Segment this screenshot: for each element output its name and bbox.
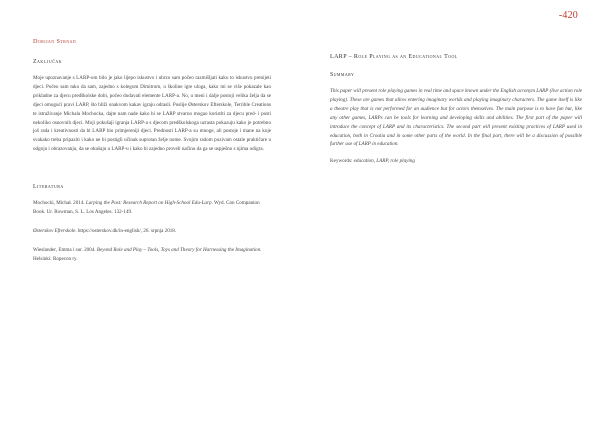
- keywords-line: [330, 157, 582, 166]
- literature-section: [33, 184, 271, 264]
- page-number: -420: [558, 10, 578, 21]
- author-name: Dorijan Strnad: [33, 38, 77, 45]
- conclusion-text: Moje upoznavanje s LARP-om bilo je jako lijepo iskustvo i ubrzo sam počeo razmišljati kako to iskustvo prenijeti djeci. Počeo sam tako da sam, zajedno s kolegom Dimitrom, u školine igre uloga, kako mi se više pokazale kao prikladne za djecu predškolske dobi, počeo dodavati elemente LARP-a. No, u meni i dalje postoji velika želja da se djeci omogući pravi LARP, što bliži onakvom kakav igraju odrasli. Poslije Østerskov Efterskole, Terrible Creations te istraživanje Michala Mochocka, dajte nam nade kako bi se LARP stvarno mogao koristiti za djecu pred- i posti nekoliko osnovnih djeci. Moji pokušaji igranja LARP-a s djecom predškolskoga uzrasta pokazuju kako je potrebno još rada i kreativnosti da bi LARP bio primjereniji djeci. Prednosti LARP-a su mnoge, ali postoje i mane na koje svakako treba pripaziti i kako ne bi postigli učinak suprotan želje nome. Svojim radom pozivam ostale praktičare u odgoju i obrazovanju, da se okušaju u LARP-u i kako bi zajedno proveli načinu da ga se uspješno s njima odigra.: [33, 75, 271, 153]
- reference-title: Larping the Past: Research Report on High-School Edu-Larp: [85, 200, 212, 207]
- left-column: [33, 38, 271, 274]
- summary-text: This paper will present role playing games in real time and space known under the English acronym LARP (live action role playing). These are games that allow entering imaginary worlds and playing imaginary characters. The game itself is like a theatre play that is not performed for an audience but for actors themselves. The main purpose is to have fun but, like any other games, LARPs can be tools for learning and developing skills and abilities. The first part of the paper will introduce the concept of LARP and its characteristics. The second part will present existing practices of LARP used in education, both in Croatia and in some other parts of the world. In the final part, there will be a discussion of possible further use of LARP in education.: [330, 88, 582, 148]
- english-title: LARP – Role Playing as an Educational Tool: [330, 54, 458, 60]
- reference-title: Beyond Role and Play – Tools, Toys and Theory for Harnessing the Imagination: [96, 246, 261, 253]
- keywords-label: Keywords:: [330, 158, 353, 165]
- reference-item: [33, 246, 271, 264]
- reference-item: [33, 199, 271, 217]
- conclusion-heading: Zaključak: [33, 59, 63, 65]
- literature-heading: Literatura: [33, 184, 64, 191]
- keywords-values: education, LARP, role playing: [353, 158, 415, 165]
- reference-item: [33, 227, 271, 236]
- summary-heading: Summary: [330, 72, 355, 78]
- reference-title: Østerskov Efterskole: [33, 227, 76, 234]
- reference-text: Wieslander, Emma i sur. 2004.: [33, 246, 97, 253]
- reference-text: Mochocki, Michał. 2014.: [33, 200, 86, 207]
- reference-text: . https://osterskov.dk/in-english/, 26. srpnja 2018.: [75, 227, 177, 234]
- reference-text: . Wyd. Con Companion Book. Ur. Rowman, S. L. Los Angeles. 132-149.: [33, 200, 260, 216]
- right-column: [330, 54, 582, 166]
- reference-text: . Helsinki: Ropecon ry.: [33, 246, 262, 262]
